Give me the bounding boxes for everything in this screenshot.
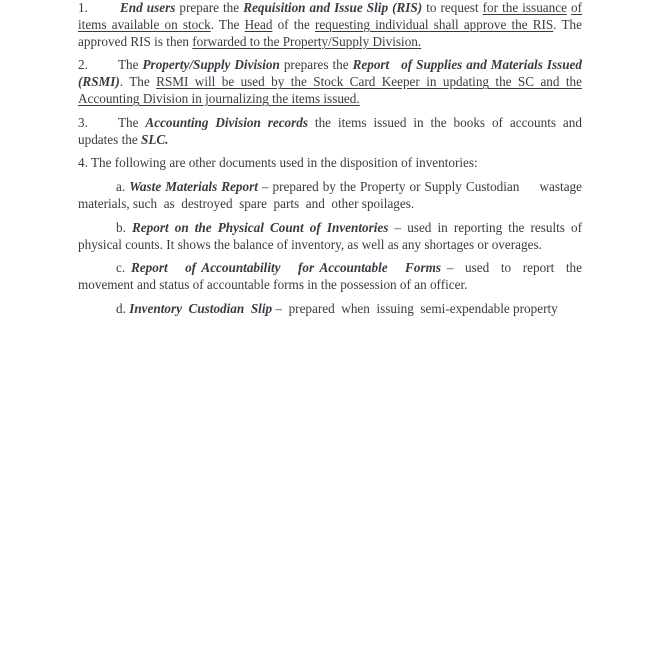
item-1: 1. End users prepare the Requisition and Issue Slip (RIS) to request for the issuance of items available on stock. The Head of the requesting individual shall approve the RIS. The approved RIS is then forwarded to the Property/Supply Division. [78,0,582,49]
sub-item-letter: b. [116,219,126,235]
item-number: 3. [78,114,88,130]
sub-item-title: Waste Materials Report [129,179,258,195]
item-number: 2. [78,57,88,73]
sub-item-b: b. Report on the Physical Count of Inventories – used in reporting the results of physical counts. It shows the balance of inventory, as well as any shortages or overages. [78,219,583,252]
sub-item-d: d. Inventory Custodian Slip – prepared when issuing semi-expendable property [116,300,558,316]
sub-item-c: c. Report of Accountability for Accountable Forms – used to report the movement and status of accountable forms in the possession of an officer. [78,260,586,293]
sub-item-letter: d. [116,300,126,316]
sub-item-title: Report of Accountability for Accountable Forms [130,260,441,276]
item-4-intro: 4. The following are other documents used in the disposition of inventories: [78,155,478,171]
item-number: 1. [78,0,88,15]
sub-item-title: Report on the Physical Count of Inventories [132,219,389,235]
sub-item-letter: a. [116,179,126,195]
item-2: 2. The Property/Supply Division prepares the Report of Supplies and Materials Issued (RSMI). The RSMI will be used by the Stock Card Keeper in updating the SC and the Accounting Division in journalizing the items issued. [78,57,586,106]
sub-item-a: a. Waste Materials Report – prepared by the Property or Supply Custodian wastage materials, such as destroyed spare parts and other spoilages. [78,179,586,211]
item-3: 3. The Accounting Division records the items issued in the books of accounts and updates the SLC. [78,114,582,147]
sub-item-letter: c. [116,260,126,276]
sub-item-title: Inventory Custodian Slip [129,300,273,316]
document-page [78,0,586,325]
